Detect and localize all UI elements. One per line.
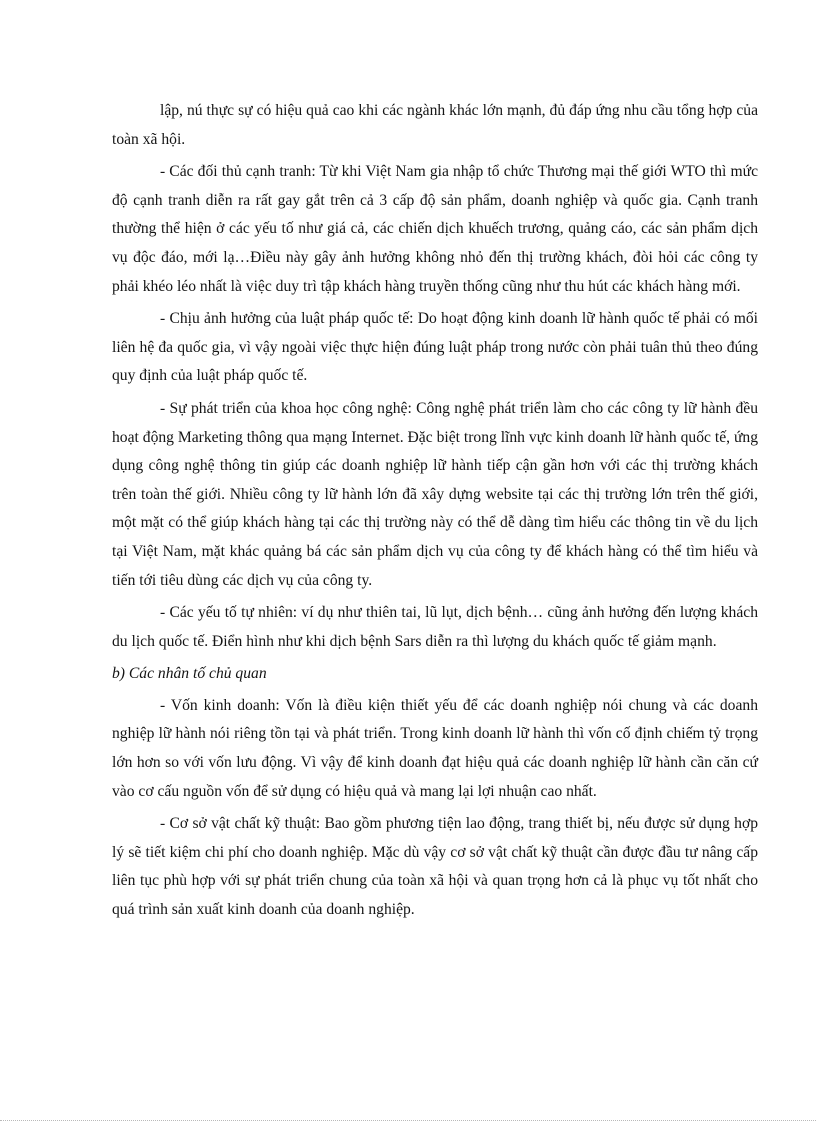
section-heading: b) Các nhân tố chủ quan: [112, 665, 267, 683]
document-page: [112, 97, 758, 929]
page-bottom-divider: [0, 1120, 816, 1121]
paragraph-international-law: - Chịu ảnh hưởng của luật pháp quốc tế: Do hoạt động kinh doanh lữ hành quốc tế phải có mối liên hệ đa quốc gia, vì vậy ngoài việc thực hiện đúng luật pháp trong nước còn phải tuân thủ theo đúng quy định của luật pháp quốc tế.: [112, 310, 758, 385]
paragraph-technology: - Sự phát triển của khoa học công nghệ: Công nghệ phát triển làm cho các công ty lữ hành đều hoạt động Marketing thông qua mạng Internet. Đặc biệt trong lĩnh vực kinh doanh lữ hành quốc tế, ứng dụng công nghệ thông tin giúp các doanh nghiệp lữ hành tiếp cận gần hơn với các thị trường khách trên toàn thế giới. Nhiều công ty lữ hành lớn đã xây dựng website tại các thị trường lớn trên thế giới, một mặt có thể giúp khách hàng tại các thị trường này có thể dễ dàng tìm hiểu các thông tin về du lịch tại Việt Nam, mặt khác quảng bá các sản phẩm dịch vụ của công ty để khách hàng có thể tìm hiểu và tiến tới tiêu dùng các dịch vụ của công ty.: [112, 399, 758, 589]
paragraph-continuation: lập, nú thực sự có hiệu quả cao khi các ngành khác lớn mạnh, đủ đáp ứng nhu cầu tổng hợp của toàn xã hội.: [112, 102, 758, 148]
paragraph-natural-factors: - Các yếu tố tự nhiên: ví dụ như thiên tai, lũ lụt, dịch bệnh… cũng ảnh hưởng đến lượng khách du lịch quốc tế. Điển hình như khi dịch bệnh Sars diễn ra thì lượng du khách quốc tế giảm mạnh.: [112, 604, 758, 650]
paragraph-facilities: - Cơ sở vật chất kỹ thuật: Bao gồm phương tiện lao động, trang thiết bị, nếu được sử dụng hợp lý sẽ tiết kiệm chi phí cho doanh nghiệp. Mặc dù vậy cơ sở vật chất kỹ thuật cần được đầu tư nâng cấp liên tục phù hợp với sự phát triển chung của toàn xã hội và quan trọng hơn cả là phục vụ tốt nhất cho quá trình sản xuất kinh doanh của doanh nghiệp.: [112, 815, 758, 919]
paragraph-capital: - Vốn kinh doanh: Vốn là điều kiện thiết yếu để các doanh nghiệp nói chung và các doanh nghiệp lữ hành nói riêng tồn tại và phát triển. Trong kinh doanh lữ hành thì vốn cố định chiếm tỷ trọng lớn hơn so với vốn lưu động. Vì vậy để kinh doanh đạt hiệu quả các doanh nghiệp lữ hành cần căn cứ vào cơ cấu nguồn vốn để sử dụng có hiệu quả và mang lại lợi nhuận cao nhất.: [112, 696, 758, 800]
paragraph-competitors: - Các đối thủ cạnh tranh: Từ khi Việt Nam gia nhập tổ chức Thương mại thế giới WTO thì mức độ cạnh tranh diễn ra rất gay gắt trên cả 3 cấp độ sản phẩm, doanh nghiệp và quốc gia. Cạnh tranh thường thể hiện ở các yếu tố như giá cả, các chiến dịch khuếch trương, quảng cáo, các sản phẩm dịch vụ độc đáo, mới lạ…Điều này gây ảnh hưởng không nhỏ đến thị trường khách, đòi hỏi các công ty phải khéo léo nhất là việc duy trì tập khách hàng truyền thống cũng như thu hút các khách hàng mới.: [112, 163, 758, 295]
